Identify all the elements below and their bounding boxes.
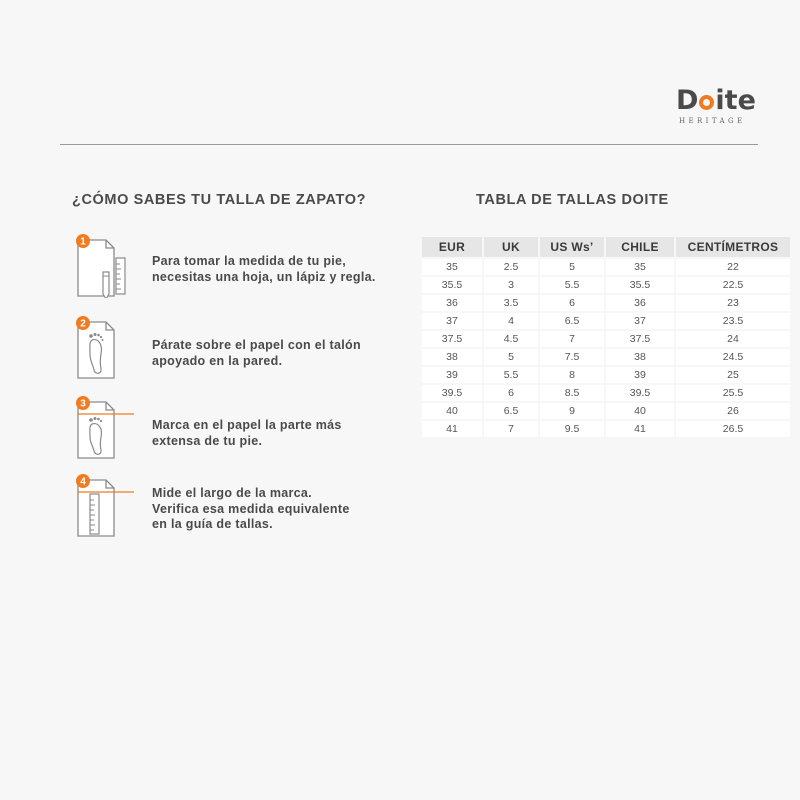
cell-uk: 6: [484, 385, 538, 401]
step-1: [72, 232, 402, 298]
paper-measure-icon: [72, 472, 136, 538]
cell-chile: 40: [606, 403, 674, 419]
cell-cm: 24: [676, 331, 790, 347]
cell-cm: 25.5: [676, 385, 790, 401]
cell-eur: 36: [422, 295, 482, 311]
cell-cm: 26: [676, 403, 790, 419]
doite-heritage-logo: [676, 86, 760, 130]
step-3: [72, 394, 402, 460]
cell-chile: 37.5: [606, 331, 674, 347]
paper-ruler-pencil-icon: [72, 232, 136, 298]
cell-cm: 23.5: [676, 313, 790, 329]
size-table-header-row: [422, 237, 790, 257]
size-table-title: TABLA DE TALLAS DOITE: [476, 192, 669, 208]
cell-cm: 26.5: [676, 421, 790, 437]
cell-eur: 35.5: [422, 277, 482, 293]
cell-eur: 37: [422, 313, 482, 329]
cell-cm: 25: [676, 367, 790, 383]
cell-uk: 3.5: [484, 295, 538, 311]
size-table-body: [422, 259, 790, 437]
table-row: [422, 277, 790, 293]
cell-chile: 35: [606, 259, 674, 275]
table-row: [422, 367, 790, 383]
cell-eur: 37.5: [422, 331, 482, 347]
cell-uk: 5: [484, 349, 538, 365]
step-4: [72, 472, 402, 538]
cell-eur: 41: [422, 421, 482, 437]
step-number: 3: [80, 398, 86, 410]
step-2: [72, 314, 402, 380]
cell-chile: 35.5: [606, 277, 674, 293]
logo-wordmark: [676, 86, 760, 116]
cell-chile: 39.5: [606, 385, 674, 401]
table-row: [422, 349, 790, 365]
table-row: [422, 403, 790, 419]
size-table: [420, 235, 792, 439]
logo-letters-ite: ite: [715, 85, 756, 116]
paper-foot-icon: [72, 314, 136, 380]
cell-cm: 22.5: [676, 277, 790, 293]
cell-eur: 35: [422, 259, 482, 275]
table-row: [422, 313, 790, 329]
cell-us: 8.5: [540, 385, 604, 401]
cell-chile: 36: [606, 295, 674, 311]
logo-ring-icon: [699, 95, 714, 110]
cell-eur: 39: [422, 367, 482, 383]
step-text: Párate sobre el papel con el talón apoyado en la pared.: [152, 338, 361, 368]
logo-subtitle: HERITAGE: [679, 117, 746, 125]
cell-chile: 38: [606, 349, 674, 365]
cell-us: 6: [540, 295, 604, 311]
cell-us: 8: [540, 367, 604, 383]
cell-us: 5.5: [540, 277, 604, 293]
step-text: Para tomar la medida de tu pie, necesitas una hoja, un lápiz y regla.: [152, 254, 376, 284]
table-row: [422, 259, 790, 275]
cell-eur: 40: [422, 403, 482, 419]
step-text: Marca en el papel la parte más extensa de tu pie.: [152, 418, 342, 448]
cell-uk: 5.5: [484, 367, 538, 383]
table-row: [422, 385, 790, 401]
header-uk: UK: [484, 237, 538, 257]
cell-eur: 38: [422, 349, 482, 365]
cell-uk: 7: [484, 421, 538, 437]
cell-chile: 39: [606, 367, 674, 383]
cell-uk: 4.5: [484, 331, 538, 347]
header-eur: EUR: [422, 237, 482, 257]
step-text: Mide el largo de la marca. Verifica esa medida equivalente en la guía de tallas.: [152, 486, 350, 531]
header-divider: [60, 144, 758, 145]
cell-us: 9: [540, 403, 604, 419]
cell-us: 7: [540, 331, 604, 347]
cell-chile: 41: [606, 421, 674, 437]
cell-uk: 3: [484, 277, 538, 293]
header-chile: CHILE: [606, 237, 674, 257]
cell-uk: 6.5: [484, 403, 538, 419]
step-number: 1: [80, 236, 86, 248]
table-row: [422, 331, 790, 347]
table-row: [422, 421, 790, 437]
header-us: US Ws’: [540, 237, 604, 257]
cell-us: 6.5: [540, 313, 604, 329]
cell-chile: 37: [606, 313, 674, 329]
cell-us: 7.5: [540, 349, 604, 365]
step-number: 2: [80, 318, 86, 330]
cell-uk: 4: [484, 313, 538, 329]
cell-eur: 39.5: [422, 385, 482, 401]
logo-letter-d: D: [676, 85, 699, 116]
table-row: [422, 295, 790, 311]
cell-uk: 2.5: [484, 259, 538, 275]
cell-us: 9.5: [540, 421, 604, 437]
cell-cm: 23: [676, 295, 790, 311]
cell-us: 5: [540, 259, 604, 275]
paper-foot-mark-icon: [72, 394, 136, 460]
how-to-title: ¿CÓMO SABES TU TALLA DE ZAPATO?: [72, 192, 367, 208]
cell-cm: 22: [676, 259, 790, 275]
header-cm: CENTÍMETROS: [676, 237, 790, 257]
cell-cm: 24.5: [676, 349, 790, 365]
step-number: 4: [80, 476, 86, 488]
